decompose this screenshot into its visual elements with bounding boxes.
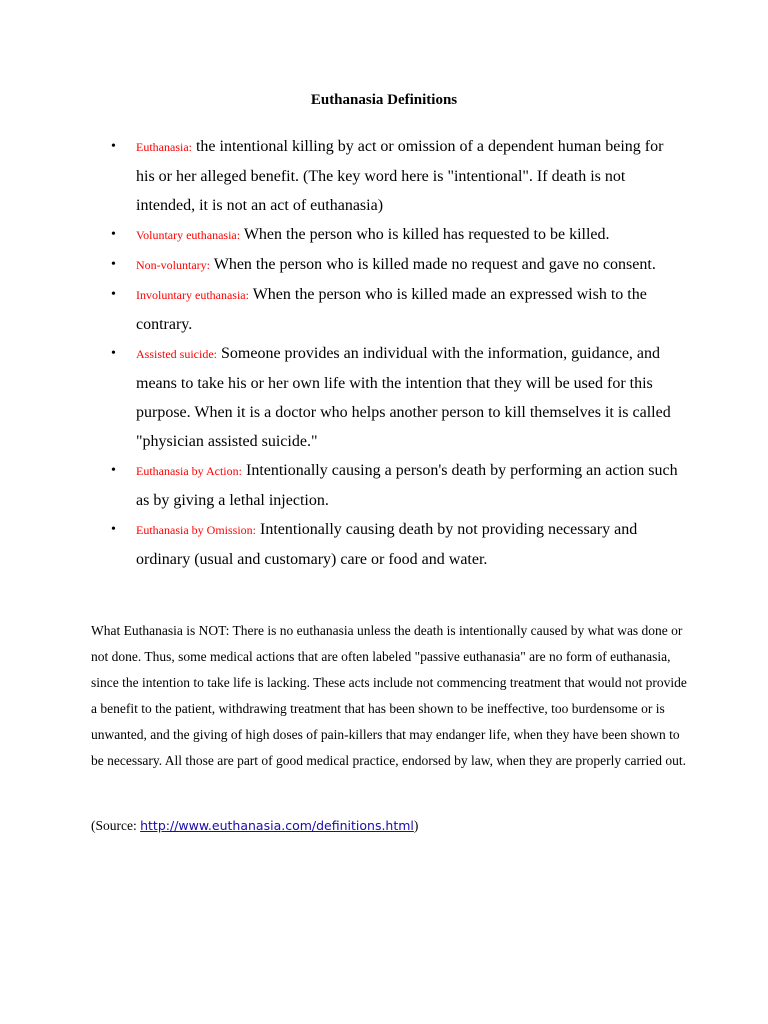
definition-term: Involuntary euthanasia: <box>136 288 249 302</box>
definition-text: When the person who is killed made no request and gave no consent. <box>213 256 656 273</box>
source-link[interactable]: http://www.euthanasia.com/definitions.html <box>140 818 414 833</box>
definition-text: Intentionally causing death by not providing necessary and ordinary (usual and customary) care or food and water. <box>136 521 638 568</box>
definitions-list <box>111 132 684 574</box>
bullet-icon: • <box>111 139 116 154</box>
definition-term: Euthanasia by Action: <box>136 464 242 478</box>
definition-item <box>111 132 684 220</box>
bullet-icon: • <box>111 227 116 242</box>
definition-item <box>111 250 684 280</box>
definition-item <box>111 339 684 456</box>
definition-text: When the person who is killed has requested to be killed. <box>243 226 610 243</box>
definition-text: the intentional killing by act or omission of a dependent human being for his or her alleged benefit. (The key word here is "intentional". If death is not intended, it is not an act of euthanasia) <box>136 138 664 214</box>
bullet-icon: • <box>111 346 116 361</box>
definition-term: Assisted suicide: <box>136 347 217 361</box>
source-prefix: (Source: <box>91 818 141 833</box>
bullet-icon: • <box>111 257 116 272</box>
source-suffix: ) <box>413 818 419 833</box>
bullet-icon: • <box>111 463 116 478</box>
definition-text: When the person who is killed made an expressed wish to the contrary. <box>136 286 647 333</box>
definition-item <box>111 515 684 574</box>
bullet-icon: • <box>111 287 116 302</box>
page-title: Euthanasia Definitions <box>310 92 458 108</box>
source-line <box>91 813 691 839</box>
definition-term: Euthanasia by Omission: <box>136 523 256 537</box>
definition-text: Intentionally causing a person's death by performing an action such as by giving a lethal injection. <box>136 462 678 509</box>
definition-item <box>111 456 684 515</box>
not-euthanasia-paragraph: What Euthanasia is NOT: There is no euthanasia unless the death is intentionally caused by what was done or not done. Thus, some medical actions that are often labeled "passive euthanasia" are no form of euthanasia, since the intention to take life is lacking. These acts include not commencing treatment that would not provide a benefit to the patient, withdrawing treatment that has been shown to be ineffective, too burdensome or is unwanted, and the giving of high doses of pain-killers that may endanger life, when they have been shown to be necessary. All those are part of good medical practice, endorsed by law, when they are properly carried out. <box>91 623 687 768</box>
definition-text: Someone provides an individual with the information, guidance, and means to take his or her own life with the intention that they will be used for this purpose. When it is a doctor who helps another person to kill themselves it is called "physician assisted suicide." <box>136 345 671 450</box>
bullet-icon: • <box>111 522 116 537</box>
definition-item <box>111 280 684 339</box>
definition-term: Euthanasia: <box>136 140 192 154</box>
definition-term: Voluntary euthanasia: <box>136 228 241 242</box>
definition-term: Non-voluntary: <box>136 258 210 272</box>
definition-item <box>111 220 684 250</box>
